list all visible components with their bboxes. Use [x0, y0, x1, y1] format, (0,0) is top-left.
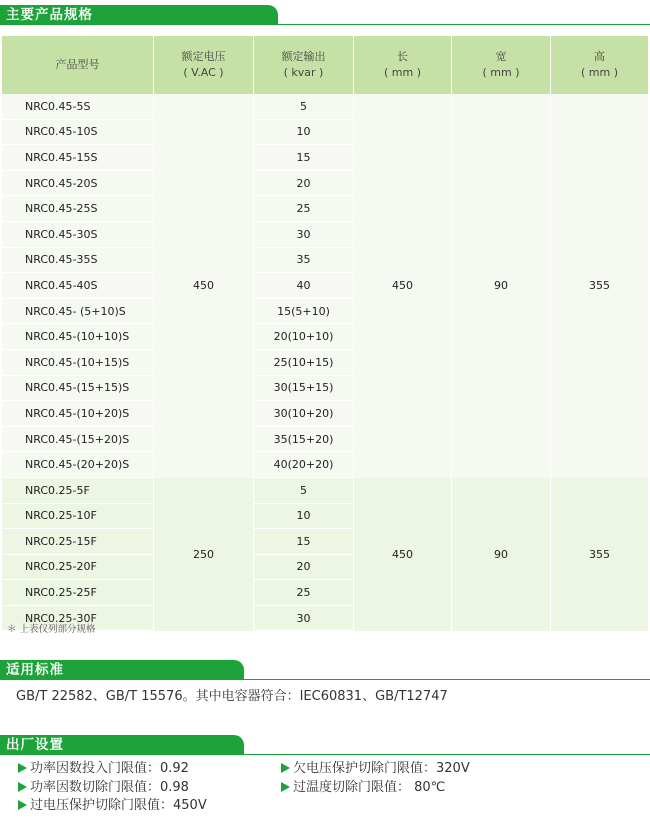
section-title: 主要产品规格: [6, 7, 93, 23]
table-body: [2, 94, 648, 631]
output-cell: 25: [253, 580, 353, 606]
height-cell: 355: [550, 94, 648, 478]
table-note: ＊ 上表仅列部分规格: [7, 624, 96, 635]
column-header-unit: ( mm ): [580, 66, 618, 79]
table-row: [2, 478, 648, 504]
setting-item: [281, 760, 470, 779]
length-cell: 450: [353, 94, 451, 478]
section-header-specs: [0, 5, 650, 25]
column-header: [153, 36, 253, 94]
setting-item: [281, 779, 470, 798]
section-title: 适用标准: [6, 662, 64, 678]
spec-table: [2, 36, 648, 631]
voltage-cell: 450: [153, 94, 253, 478]
column-header: [2, 36, 153, 94]
output-cell: 10: [253, 504, 353, 530]
setting-text: 过电压保护切除门限值：450V: [30, 798, 207, 813]
column-header: [353, 36, 451, 94]
length-cell: 450: [353, 478, 451, 632]
output-cell: 30(15+15): [253, 376, 353, 402]
section-underline: [0, 679, 650, 680]
setting-item: [18, 760, 207, 779]
column-header-label: 宽: [495, 50, 507, 63]
output-cell: 10: [253, 120, 353, 146]
model-cell: NRC0.25-15F: [2, 529, 153, 555]
output-cell: 15(5+10): [253, 299, 353, 325]
model-cell: NRC0.25-10F: [2, 504, 153, 530]
column-header-unit: ( mm ): [383, 66, 421, 79]
output-cell: 35(15+20): [253, 427, 353, 453]
output-cell: 20: [253, 555, 353, 581]
triangle-bullet-icon: [18, 782, 27, 792]
column-header-unit: ( mm ): [482, 66, 520, 79]
column-header: [451, 36, 550, 94]
settings-right-column: [281, 760, 470, 797]
section-title: 出厂设置: [6, 737, 64, 753]
model-cell: NRC0.45-20S: [2, 171, 153, 197]
column-header-label: 额定电压: [181, 50, 226, 63]
setting-text: 过温度切除门限值： 80℃: [293, 779, 446, 795]
model-cell: NRC0.45-(20+20)S: [2, 452, 153, 478]
settings-left-column: [18, 760, 207, 816]
model-cell: NRC0.25-20F: [2, 555, 153, 581]
model-cell: NRC0.45- (5+10)S: [2, 299, 153, 325]
output-cell: 5: [253, 478, 353, 504]
setting-item: [18, 779, 207, 798]
model-cell: NRC0.25-5F: [2, 478, 153, 504]
table-header-row: [2, 36, 648, 94]
table-row: [2, 94, 648, 120]
model-cell: NRC0.45-35S: [2, 248, 153, 274]
output-cell: 30(10+20): [253, 401, 353, 427]
width-cell: 90: [451, 94, 550, 478]
output-cell: 20(10+10): [253, 324, 353, 350]
height-cell: 355: [550, 478, 648, 632]
model-cell: NRC0.25-25F: [2, 580, 153, 606]
column-header: [550, 36, 648, 94]
triangle-bullet-icon: [281, 763, 290, 773]
triangle-bullet-icon: [18, 800, 27, 810]
voltage-cell: 250: [153, 478, 253, 632]
section-header-settings: [0, 735, 650, 755]
column-header: [253, 36, 353, 94]
model-cell: NRC0.45-(15+20)S: [2, 427, 153, 453]
output-cell: 40: [253, 273, 353, 299]
width-cell: 90: [451, 478, 550, 632]
model-cell: NRC0.45-40S: [2, 273, 153, 299]
output-cell: 35: [253, 248, 353, 274]
output-cell: 5: [253, 94, 353, 120]
section-underline: [0, 754, 650, 755]
setting-item: [18, 797, 207, 816]
model-cell: NRC0.45-(15+15)S: [2, 376, 153, 402]
output-cell: 25(10+15): [253, 350, 353, 376]
column-header-unit: ( kvar ): [283, 66, 324, 79]
output-cell: 40(20+20): [253, 452, 353, 478]
column-header-label: 产品型号: [55, 58, 100, 71]
output-cell: 20: [253, 171, 353, 197]
model-cell: NRC0.45-(10+10)S: [2, 324, 153, 350]
section-underline: [0, 24, 650, 25]
setting-text: 功率因数投入门限值：0.92: [30, 761, 189, 776]
output-cell: 30: [253, 606, 353, 632]
setting-text: 欠电压保护切除门限值：320V: [293, 761, 470, 776]
triangle-bullet-icon: [18, 763, 27, 773]
model-cell: NRC0.45-(10+20)S: [2, 401, 153, 427]
setting-text: 功率因数切除门限值：0.98: [30, 779, 189, 795]
model-cell: NRC0.45-5S: [2, 94, 153, 120]
output-cell: 15: [253, 145, 353, 171]
model-cell: NRC0.45-25S: [2, 196, 153, 222]
model-cell: NRC0.45-30S: [2, 222, 153, 248]
output-cell: 15: [253, 529, 353, 555]
model-cell: NRC0.25-30F: [2, 606, 153, 632]
standards-text: GB/T 22582、GB/T 15576。其中电容器符合：IEC60831、GB/T12747: [16, 689, 448, 704]
model-cell: NRC0.45-15S: [2, 145, 153, 171]
column-header-unit: ( V.AC ): [183, 66, 224, 79]
output-cell: 30: [253, 222, 353, 248]
column-header-label: 额定输出: [281, 50, 326, 63]
model-cell: NRC0.45-10S: [2, 120, 153, 146]
triangle-bullet-icon: [281, 782, 290, 792]
column-header-label: 高: [594, 50, 605, 63]
model-cell: NRC0.45-(10+15)S: [2, 350, 153, 376]
output-cell: 25: [253, 196, 353, 222]
column-header-label: 长: [397, 50, 408, 63]
section-header-standards: [0, 660, 650, 680]
